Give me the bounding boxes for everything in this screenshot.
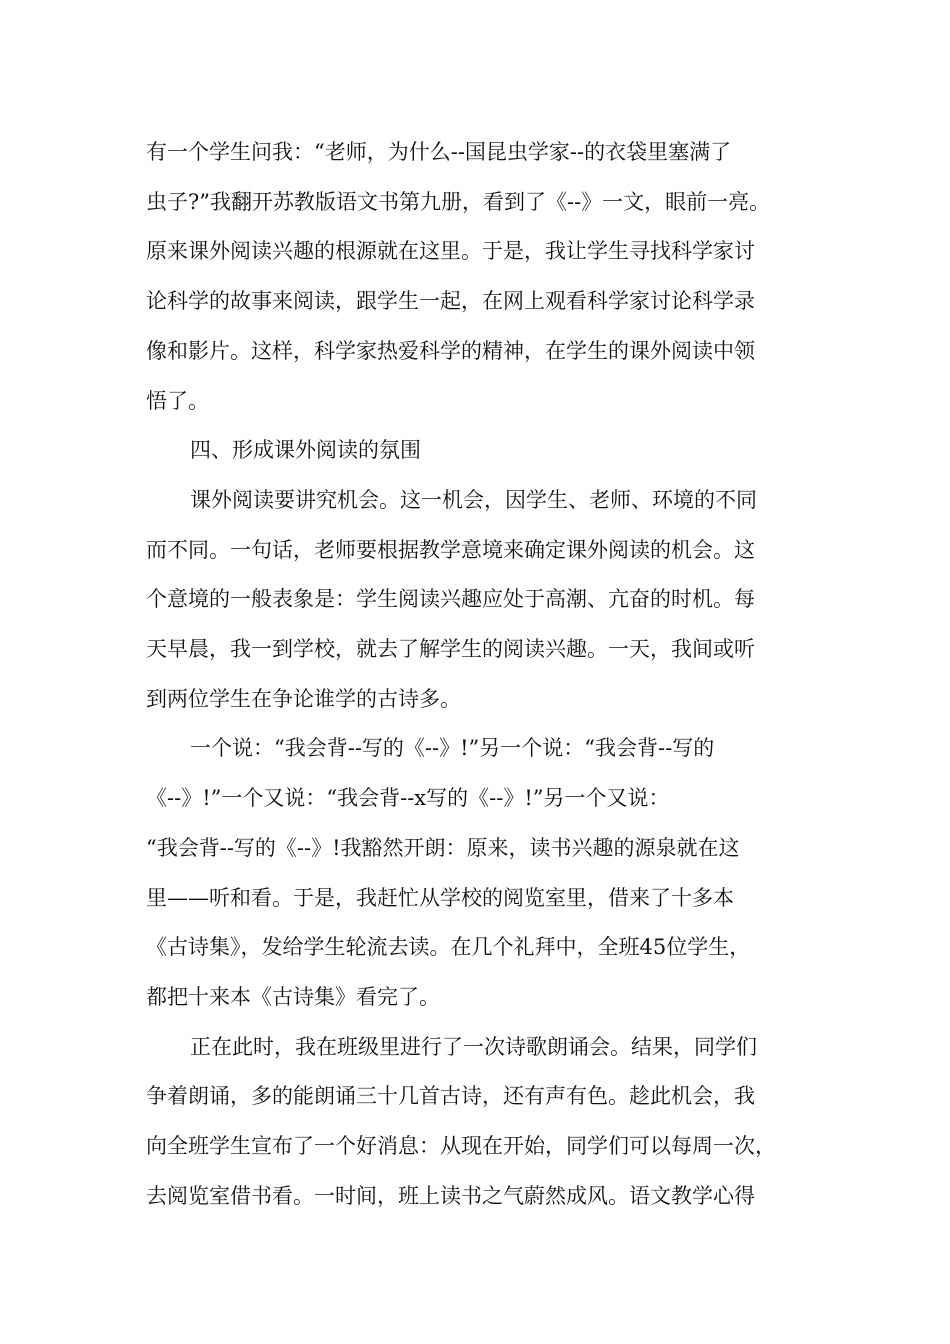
document-body (146, 128, 810, 1221)
paragraph-scientist-story: 有一个学生问我：“老师，为什么--国昆虫学家--的衣袋里塞满了 虫子?”我翻开苏教版语文书第九册，看到了《--》一文，眼前一亮。 原来课外阅读兴趣的根源就在这里。于是，我让学生寻找科学家讨 论科学的故事来阅读，跟学生一起，在网上观看科学家讨论科学录 像和影片。这样，科学家热爱科学的精神，在学生的课外阅读中领 悟了。 (146, 140, 771, 413)
paragraph-poetry-debate: 一个说：“我会背--写的《--》!”另一个说：“我会背--写的 《--》!”一个又说：“我会背--x写的《--》!”另一个又说： “我会背--写的《--》!我豁然开朗：原来，读书兴趣的源泉就在这 里——听和看。于是，我赶忙从学校的阅览室里，借来了十多本 《古诗集》，发给学生轮流去读。在几个礼拜中，全班45位学生， 都把十来本《古诗集》看完了。 (146, 736, 751, 1009)
paragraph-reading-opportunity: 课外阅读要讲究机会。这一机会，因学生、老师、环境的不同 而不同。一句话，老师要根据教学意境来确定课外阅读的机会。这 个意境的一般表象是：学生阅读兴趣应处于高潮、亢奋的时机。每 天早晨，我一到学校，就去了解学生的阅读兴趣。一天，我间或听 到两位学生在争论谁学的古诗多。 (146, 487, 757, 711)
paragraph-poetry-recital: 正在此时，我在班级里进行了一次诗歌朗诵会。结果，同学们 争着朗诵，多的能朗诵三十几首古诗，还有声有色。趁此机会，我 向全班学生宣布了一个好消息：从现在开始，同学们可以每周一次， 去阅览室借书看。一时间，班上读书之气蔚然成风。语文教学心得 (146, 1034, 776, 1208)
section-heading-reading-atmosphere: 四、形成课外阅读的氛围 (190, 438, 421, 463)
